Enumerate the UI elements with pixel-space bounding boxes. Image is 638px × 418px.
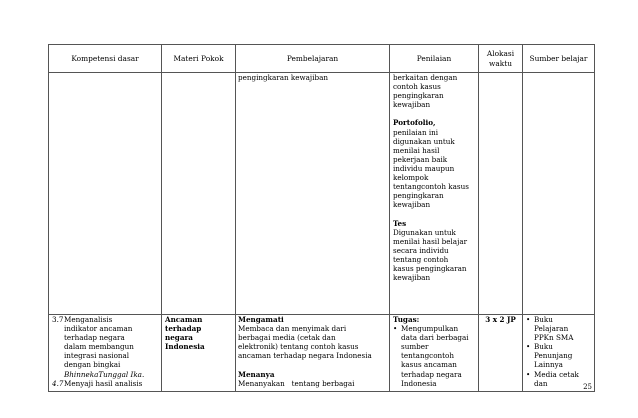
penilaian-intro bbox=[393, 73, 475, 109]
portofolio-line: menilai hasil bbox=[393, 145, 440, 155]
mengamati-line: Membaca dan menyimak dari bbox=[238, 324, 347, 334]
portofolio-text bbox=[393, 128, 475, 210]
bullet-icon: • bbox=[526, 315, 531, 324]
cell-kompetensi bbox=[49, 315, 162, 392]
cell-materi-empty bbox=[162, 73, 236, 315]
materi-line: Ancaman bbox=[165, 315, 203, 324]
tugas-line: sumber bbox=[401, 342, 429, 352]
kd-text: Menyaji hasil analisis bbox=[64, 378, 143, 388]
portofolio-line: kewajiban bbox=[393, 200, 431, 210]
kd-number: 4.7 bbox=[52, 378, 64, 388]
sumber-line: Media cetak bbox=[534, 369, 579, 379]
kd-line: terhadap negara bbox=[64, 333, 125, 343]
kd-line-italic: BhinnekaTunggal Ika. bbox=[64, 369, 145, 379]
mengamati-line: elektronik) tentang contoh kasus bbox=[238, 342, 359, 352]
portofolio-line: digunakan untuk bbox=[393, 136, 455, 146]
tes-title: Tes bbox=[393, 218, 407, 228]
penilaian-line: pengingkaran bbox=[393, 91, 444, 101]
pembelajaran-text: pengingkaran kewajiban bbox=[238, 73, 328, 82]
table-header-row bbox=[49, 45, 595, 73]
mengamati-line: ancaman terhadap negara Indonesia bbox=[238, 351, 372, 361]
kd-number: 3.7 bbox=[52, 315, 64, 324]
cell-penilaian bbox=[390, 73, 479, 315]
portofolio-line: penilaian ini bbox=[393, 127, 439, 137]
sumber-text bbox=[534, 342, 572, 369]
tugas-text bbox=[401, 324, 469, 388]
cell-sumber-empty bbox=[523, 73, 595, 315]
tes-line: Digunakan untuk bbox=[393, 227, 456, 237]
tugas-line: data dari berbagai bbox=[401, 333, 469, 343]
mengamati-line: berbagai media (cetak dan bbox=[238, 333, 336, 343]
header-sumber-belajar: Sumber belajar bbox=[523, 45, 595, 73]
sumber-line: PPKn SMA bbox=[534, 333, 574, 343]
cell-alokasi-empty bbox=[479, 73, 523, 315]
alokasi-text: 3 x 2 JP bbox=[485, 315, 516, 324]
portofolio-line: kelompok bbox=[393, 173, 429, 183]
materi-line: Indonesia bbox=[165, 342, 205, 352]
portofolio-line: pengingkaran bbox=[393, 191, 444, 201]
table-row bbox=[49, 315, 595, 392]
sumber-line: Pelajaran bbox=[534, 324, 569, 334]
sumber-line: Penunjang bbox=[534, 351, 573, 361]
penilaian-line: berkaitan dengan bbox=[393, 73, 458, 82]
page-number: 25 bbox=[583, 383, 592, 391]
table-row bbox=[49, 73, 595, 315]
kd-line: dalam membangun bbox=[64, 342, 134, 352]
portofolio-line: pekerjaan baik bbox=[393, 154, 448, 164]
sumber-line: Buku bbox=[534, 342, 553, 352]
kd-item bbox=[52, 315, 158, 379]
cell-sumber bbox=[523, 315, 595, 392]
menanya-text: Menanyakan tentang berbagai bbox=[238, 378, 355, 388]
portofolio-line: individu maupun bbox=[393, 163, 455, 173]
kd-line: integrasi nasional bbox=[64, 351, 130, 361]
kd-text bbox=[64, 315, 144, 379]
kd-list bbox=[52, 315, 158, 388]
materi-line: negara bbox=[165, 333, 193, 343]
sumber-line: dan bbox=[534, 378, 548, 388]
tes-line: kasus pengingkaran bbox=[393, 263, 467, 273]
cell-kompetensi-empty bbox=[49, 73, 162, 315]
header-materi-pokok: Materi Pokok bbox=[162, 45, 236, 73]
tes-line: menilai hasil belajar bbox=[393, 236, 468, 246]
tugas-line: terhadap negara bbox=[401, 369, 462, 379]
bullet-icon: • bbox=[526, 369, 531, 379]
portofolio-title: Portofolio, bbox=[393, 118, 436, 128]
sumber-item bbox=[526, 342, 591, 369]
tes-text bbox=[393, 228, 475, 283]
cell-pembelajaran bbox=[236, 315, 390, 392]
header-alokasi-waktu: Alokasi waktu bbox=[479, 45, 523, 73]
kd-line: Menganalisis bbox=[64, 315, 113, 324]
tugas-line: kasus ancaman bbox=[401, 360, 457, 370]
header-pembelajaran: Pembelajaran bbox=[236, 45, 390, 73]
cell-alokasi bbox=[479, 315, 523, 392]
sumber-text bbox=[534, 315, 573, 342]
mengamati-title: Mengamati bbox=[238, 315, 284, 324]
sumber-line: Buku bbox=[534, 315, 553, 324]
tugas-line: tentangcontoh bbox=[401, 351, 455, 361]
kd-line: dengan bingkai bbox=[64, 360, 121, 370]
sumber-list bbox=[526, 315, 591, 388]
cell-materi bbox=[162, 315, 236, 392]
tugas-line: Indonesia bbox=[401, 378, 437, 388]
materi-line: terhadap bbox=[165, 324, 202, 334]
bullet-icon: • bbox=[393, 324, 398, 334]
cell-pembelajaran bbox=[236, 73, 390, 315]
sumber-item bbox=[526, 315, 591, 342]
kd-line: indikator ancaman bbox=[64, 324, 133, 334]
tugas-line: Mengumpulkan bbox=[401, 324, 459, 334]
header-kompetensi-dasar: Kompetensi dasar bbox=[49, 45, 162, 73]
tes-line: secara individu bbox=[393, 245, 449, 255]
tes-line: kewajiban bbox=[393, 273, 431, 283]
menanya-title: Menanya bbox=[238, 369, 275, 379]
cell-penilaian bbox=[390, 315, 479, 392]
penilaian-line: kewajiban bbox=[393, 100, 431, 110]
tugas-title: Tugas: bbox=[393, 315, 420, 324]
tugas-list bbox=[393, 324, 475, 388]
header-penilaian: Penilaian bbox=[390, 45, 479, 73]
syllabus-table bbox=[48, 44, 595, 392]
tugas-item bbox=[393, 324, 475, 388]
penilaian-line: contoh kasus bbox=[393, 82, 441, 92]
bullet-icon: • bbox=[526, 342, 531, 352]
kd-item bbox=[52, 379, 158, 388]
tes-line: tentang contoh bbox=[393, 254, 449, 264]
sumber-line: Lainnya bbox=[534, 360, 563, 370]
portofolio-line: tentangcontoh kasus bbox=[393, 182, 469, 192]
